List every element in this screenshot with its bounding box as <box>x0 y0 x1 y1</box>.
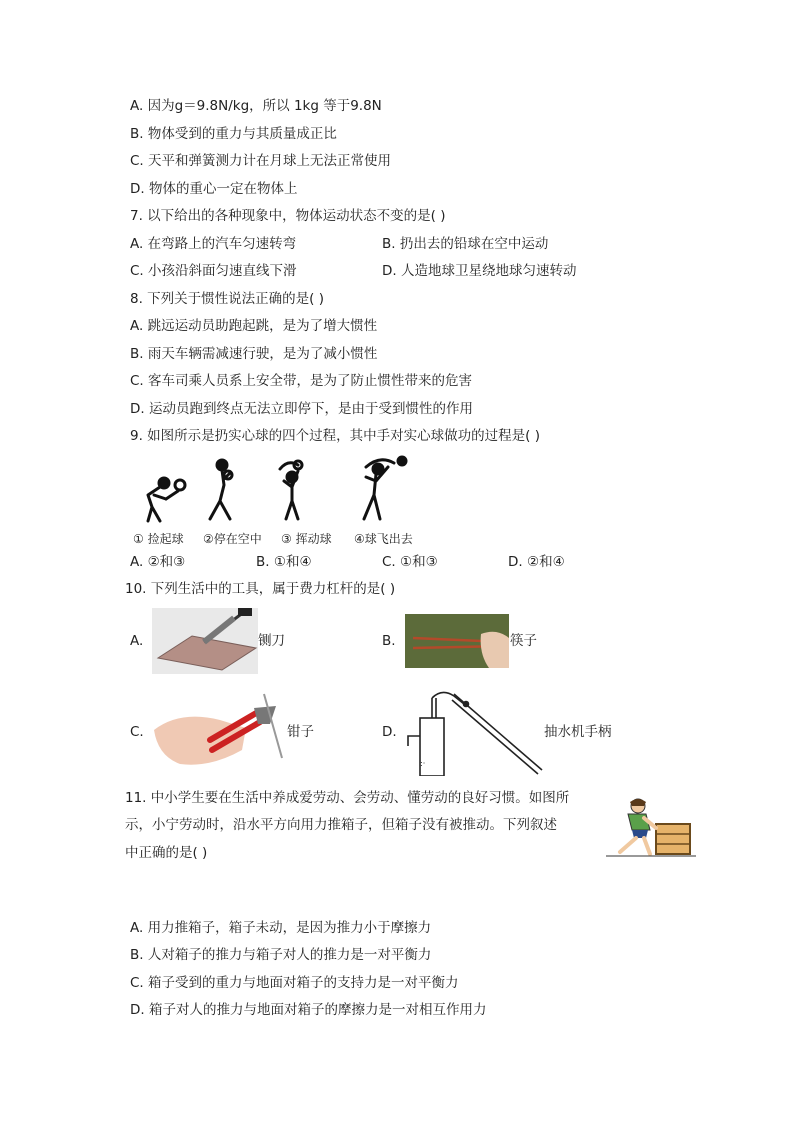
q9-caption-4: ④球飞出去 <box>354 532 413 546</box>
q7-option-d: D. 人造地球卫星绕地球匀速转动 <box>382 263 577 279</box>
q11-option-a: A. 用力推箱子，箱子未动，是因为推力小于摩擦力 <box>130 920 432 936</box>
q9-option-d: D. ②和④ <box>508 554 565 570</box>
q8-option-b: B. 雨天车辆需减速行驶，是为了减小惯性 <box>130 346 378 362</box>
q11-option-c: C. 箱子受到的重力与地面对箱子的支持力是一对平衡力 <box>130 975 459 991</box>
q10-option-a-letter: A. <box>130 633 144 649</box>
q7-option-c: C. 小孩沿斜面匀速直线下滑 <box>130 263 297 279</box>
q9-option-a: A. ②和③ <box>130 554 186 570</box>
q10-option-a-label: 铡刀 <box>258 633 285 649</box>
q10-option-d-letter: D. <box>382 724 397 740</box>
q7-option-a: A. 在弯路上的汽车匀速转弯 <box>130 236 297 252</box>
q10-option-d-label: 抽水机手柄 <box>544 724 612 740</box>
chopsticks-image <box>405 614 509 668</box>
q7-stem: 7. 以下给出的各种现象中，物体运动状态不变的是( ) <box>130 208 446 224</box>
q10-option-b-label: 筷子 <box>510 633 537 649</box>
q6-option-b: B. 物体受到的重力与其质量成正比 <box>130 126 337 142</box>
q9-caption-1: ① 捡起球 <box>133 532 184 546</box>
q6-option-d: D. 物体的重心一定在物体上 <box>130 181 298 197</box>
q11-option-d: D. 箱子对人的推力与地面对箱子的摩擦力是一对相互作用力 <box>130 1002 487 1018</box>
q10-option-c-label: 钳子 <box>287 724 314 740</box>
q11-stem-line2: 示，小宁劳动时，沿水平方向用力推箱子，但箱子没有被推动。下列叙述 <box>125 817 557 833</box>
q8-stem: 8. 下列关于惯性说法正确的是( ) <box>130 291 324 307</box>
svg-text::·: :· <box>420 759 426 768</box>
water-pump-image <box>402 684 552 776</box>
q11-option-b: B. 人对箱子的推力与箱子对人的推力是一对平衡力 <box>130 947 432 963</box>
q9-caption-3: ③ 挥动球 <box>281 532 332 546</box>
q9-caption-2: ②停在空中 <box>203 532 262 546</box>
throwing-figure <box>130 455 430 529</box>
q8-option-a: A. 跳远运动员助跑起跳，是为了增大惯性 <box>130 318 378 334</box>
q8-option-c: C. 客车司乘人员系上安全带，是为了防止惯性带来的危害 <box>130 373 473 389</box>
q10-stem: 10. 下列生活中的工具，属于费力杠杆的是( ) <box>125 581 396 597</box>
q6-option-a: A. 因为g＝9.8N/kg，所以 1kg 等于9.8N <box>130 98 382 114</box>
paper-cutter-image <box>152 608 258 674</box>
q10-option-b-letter: B. <box>382 633 396 649</box>
q6-option-c: C. 天平和弹簧测力计在月球上无法正常使用 <box>130 153 392 169</box>
q11-stem-line1: 11. 中小学生要在生活中养成爱劳动、会劳动、懂劳动的良好习惯。如图所 <box>125 790 570 806</box>
q11-stem-line3: 中正确的是( ) <box>125 845 208 861</box>
q9-stem: 9. 如图所示是扔实心球的四个过程，其中手对实心球做功的过程是( ) <box>130 428 540 444</box>
q8-option-d: D. 运动员跑到终点无法立即停下，是由于受到惯性的作用 <box>130 401 473 417</box>
pliers-image <box>150 690 286 772</box>
q10-option-c-letter: C. <box>130 724 144 740</box>
boy-pushing-box-image <box>606 796 696 858</box>
q7-option-b: B. 扔出去的铅球在空中运动 <box>382 236 549 252</box>
q9-option-b: B. ①和④ <box>256 554 312 570</box>
q9-option-c: C. ①和③ <box>382 554 438 570</box>
